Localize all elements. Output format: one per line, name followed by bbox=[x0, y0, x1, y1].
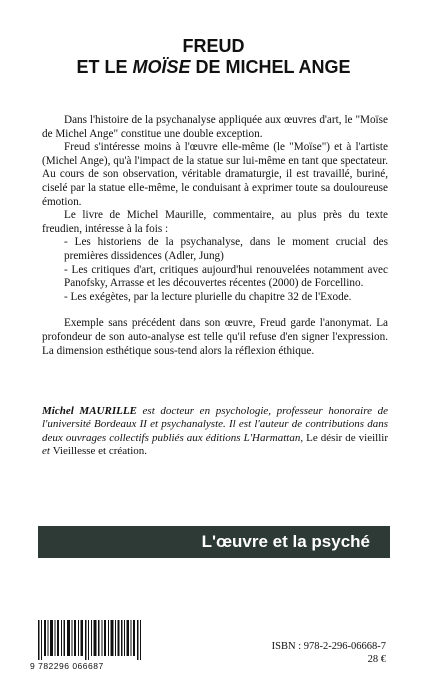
barcode-digits: 9 782296 066687 bbox=[30, 661, 104, 671]
title-line-1: FREUD bbox=[182, 36, 245, 56]
paragraph-1: Dans l'histoire de la psychanalyse appliquée aux œuvres d'art, le "Moïse de Michel Ange" constitue une double exception. bbox=[42, 114, 388, 140]
barcode-icon bbox=[38, 620, 142, 660]
collection-band bbox=[38, 526, 390, 558]
paragraph-4-rest: La profondeur de son auto-analyse est telle qu'il refuse d'en signer l'expression. La dimension esthétique sous-tend alors la réflexion éthique. bbox=[42, 317, 388, 357]
book-title bbox=[0, 36, 427, 78]
list-item: - Les exégètes, par la lecture plurielle du chapitre 32 de l'Exode. bbox=[64, 290, 352, 303]
paragraph-4 bbox=[42, 317, 388, 358]
author-name: Michel MAURILLE bbox=[42, 405, 137, 417]
isbn-number: ISBN : 978-2-296-06668-7 bbox=[271, 641, 386, 652]
author-join: et bbox=[42, 445, 53, 458]
title-line-2-emphasis: MOÏSE bbox=[132, 57, 191, 77]
author-work-2: Vieillesse et création. bbox=[52, 445, 148, 458]
title-line-2-post: DE MICHEL ANGE bbox=[190, 57, 351, 77]
author-bio bbox=[42, 405, 388, 459]
price: 28 € bbox=[367, 654, 386, 665]
audience-list bbox=[42, 236, 388, 304]
list-item: - Les critiques d'art, critiques aujourd'hui renouvelées notamment avec Panofsky, Arrasse et les découvertes récentes (2000) de Forcellino. bbox=[64, 263, 388, 290]
title-line-2-pre: ET LE bbox=[76, 57, 133, 77]
isbn-block bbox=[272, 640, 386, 666]
title-line-2 bbox=[0, 57, 427, 78]
collection-name: L'œuvre et la psyché bbox=[201, 532, 370, 551]
author-bio-text: est docteur en psychologie, professeur honoraire de l'université Bordeaux II et psychanalyste. Il est l'auteur de contributions dans deux ouvrages collectifs publiés aux éditions L'Harmattan, bbox=[42, 405, 388, 444]
paragraph-2: Freud s'intéresse moins à l'œuvre elle-même (le "Moïse") et à l'artiste (Michel Ange), qu'à l'impact de la statue sur lui-même en tant que spectateur. Au cours de son observation, véritable dramaturgie, il est travaillé, buriné, ciselé par la statue elle-même, le conduisant à exprimer toute sa douloureuse émotion. bbox=[42, 141, 388, 208]
back-cover-text bbox=[42, 114, 388, 358]
paragraph-3: Le livre de Michel Maurille, commentaire, au plus près du texte freudien, intéresse à la fois : bbox=[42, 209, 388, 235]
author-work-1: Le désir de vieillir bbox=[306, 431, 388, 444]
paragraph-4-first: Exemple sans précédent dans son œuvre, Freud garde l'anonymat. bbox=[64, 317, 372, 330]
list-item: - Les historiens de la psychanalyse, dans le moment crucial des premières dissidences (Adler, Jung) bbox=[64, 236, 388, 262]
